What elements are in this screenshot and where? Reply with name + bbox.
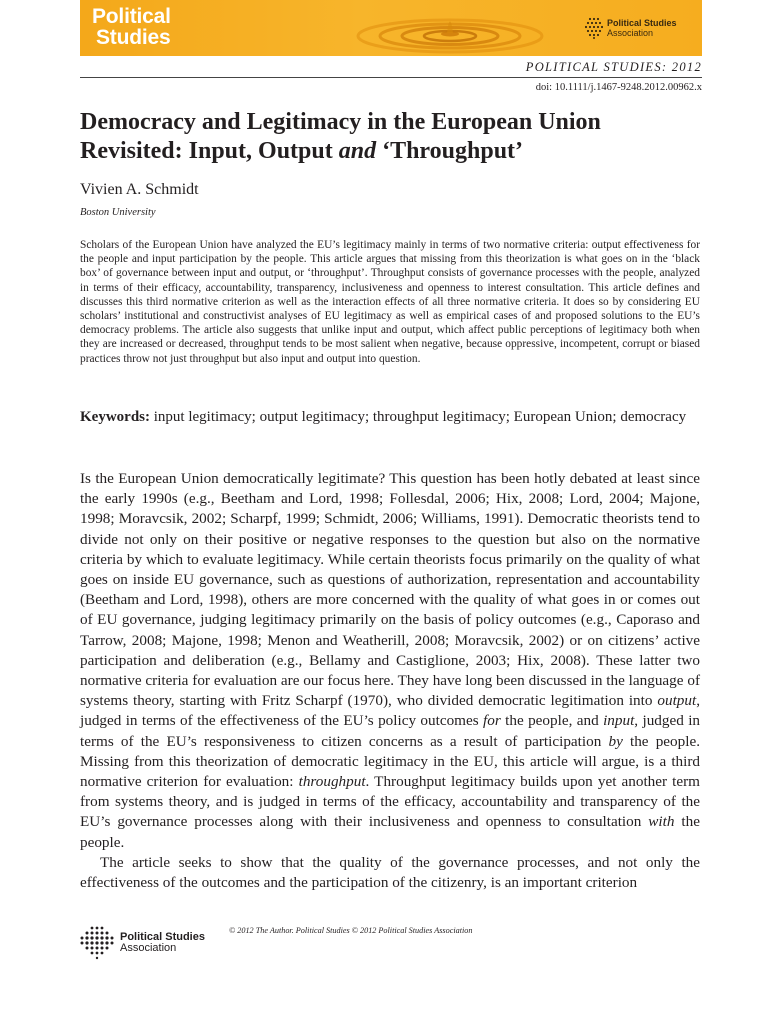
keywords-list: input legitimacy; output legitimacy; throughput legitimacy; European Union; democracy [150,409,687,425]
copyright-notice: © 2012 The Author. Political Studies © 2012 Political Studies Association [229,926,473,935]
body-text: the people, and [500,712,604,730]
footer-logo-text [120,932,205,954]
psa-dots-icon [585,17,603,39]
title-part1: Democracy and Legitimacy in the European Union Revisited: Input, Output [80,109,601,164]
emphasis-input: input [603,712,635,730]
footer-logo-line1: Political Studies [120,931,205,943]
psa-logo-text [607,18,677,38]
journal-name [92,6,171,48]
title-part2: ‘Throughput’ [376,138,524,164]
article-title [80,108,700,166]
header-rule [80,77,702,78]
body-text: , judged in terms of the EU’s responsiveness to citizen concerns as a result of participation [80,712,701,750]
footer-psa-logo [80,926,205,960]
psa-dots-icon [80,926,116,960]
body-text: , judged in terms of the effectiveness of the EU’s policy outcomes [80,692,700,730]
doi[interactable]: doi: 10.1111/j.1467-9248.2012.00962.x [535,82,702,93]
body-text: . Throughput legitimacy builds upon yet another term from systems theory, and is judged in terms of the efficacy, accountability and transparency of the EU’s governance processes along with their inclusiveness and openness to consultation [80,773,700,831]
body-paragraph-2: The article seeks to show that the quality of the governance processes, and not only the effectiveness of the outcomes and the participation of the citizenry, is an important criterion [80,853,700,892]
body-text: the people. Missing from this theorization of democratic legitimacy in the EU, this article will argue, is a third normative criterion for evaluation: [80,732,700,791]
psa-logo-line2: Association [607,28,654,38]
psa-logo-line1: Political Studies [607,18,677,28]
footer-logo-line2: Association [120,942,177,954]
journal-name-line1: Political [92,5,171,28]
journal-banner [80,0,702,56]
title-and: and [338,138,377,164]
emphasis-with: with [648,813,675,831]
emphasis-by: by [608,732,623,750]
emphasis-throughput: throughput [298,773,366,791]
emphasis-output: output [657,692,697,710]
abstract: Scholars of the European Union have analyzed the EU’s legitimacy mainly in terms of two normative criteria: output effectiveness for the people and input participation by the people. This article argues that missing from this theorization is what goes on in the ‘black box’ of governance between input and output, or ‘throughput’. Throughput consists of governance processes with the people, analyzed in terms of their efficacy, accountability, transparency, inclusiveness and openness to interest consultation. This article defines and discusses this third normative criterion as well as the interaction effects of all three normative criteria. It does so by considering EU scholars’ institutional and constructivist analyses of EU legitimacy as well as empirical cases of and proposed solutions to the EU’s democracy problems. The article also suggests that unlike input and output, which affect public perceptions of legitimacy both when they are increased or decreased, throughput tends to be most salient when negative, because oppressive, incompetent, corrupt or biased practices throw not just throughput but also input and output into question. [80,239,700,365]
body-text: Is the European Union democratically legitimate? This question has been hotly debated at least since the early 1990s (e.g., Beetham and Lord, 1998; Follesdal, 2006; Hix, 2008; Lord, 2004; Majone, 1998; Moravcsik, 2002; Scharpf, 1999; Schmidt, 2006; Williams, 1991). Democratic theorists tend to divide not only on their positive or negative responses to the question but also on the normative criteria by which to evaluate legitimacy. While certain theorists focus primarily on the quality of what goes on inside EU governance, such as questions of authorization, representation and accountability (Beetham and Lord, 1998), others are more concerned with the quality of what goes in or comes out of EU governance, judging legitimacy primarily on the basis of policy outcomes (e.g., Caporaso and Tarrow, 2008; Majone, 1998; Menon and Weatherill, 2008; Moravcsik, 2002) or on citizens’ active participation and deliberation (e.g., Bellamy and Castiglione, 2003; Hix, 2008). These latter two normative criteria for evaluation are our focus here. They have long been discussed in the language of systems theory, starting with Fritz Scharpf (1970), who divided democratic legitimation into [80,470,700,710]
keywords-label: Keywords: [80,409,150,425]
body-paragraph-1 [80,469,700,853]
body-text: the people. [80,813,700,851]
keywords [80,407,700,427]
author-affiliation: Boston University [80,207,156,218]
journal-issue: POLITICAL STUDIES: 2012 [525,60,702,74]
journal-name-line2: Studies [96,26,171,49]
emphasis-for: for [483,712,501,730]
water-ripple-graphic [350,0,550,56]
article-body [80,469,700,893]
psa-logo [585,17,677,39]
author-name: Vivien A. Schmidt [80,181,199,198]
